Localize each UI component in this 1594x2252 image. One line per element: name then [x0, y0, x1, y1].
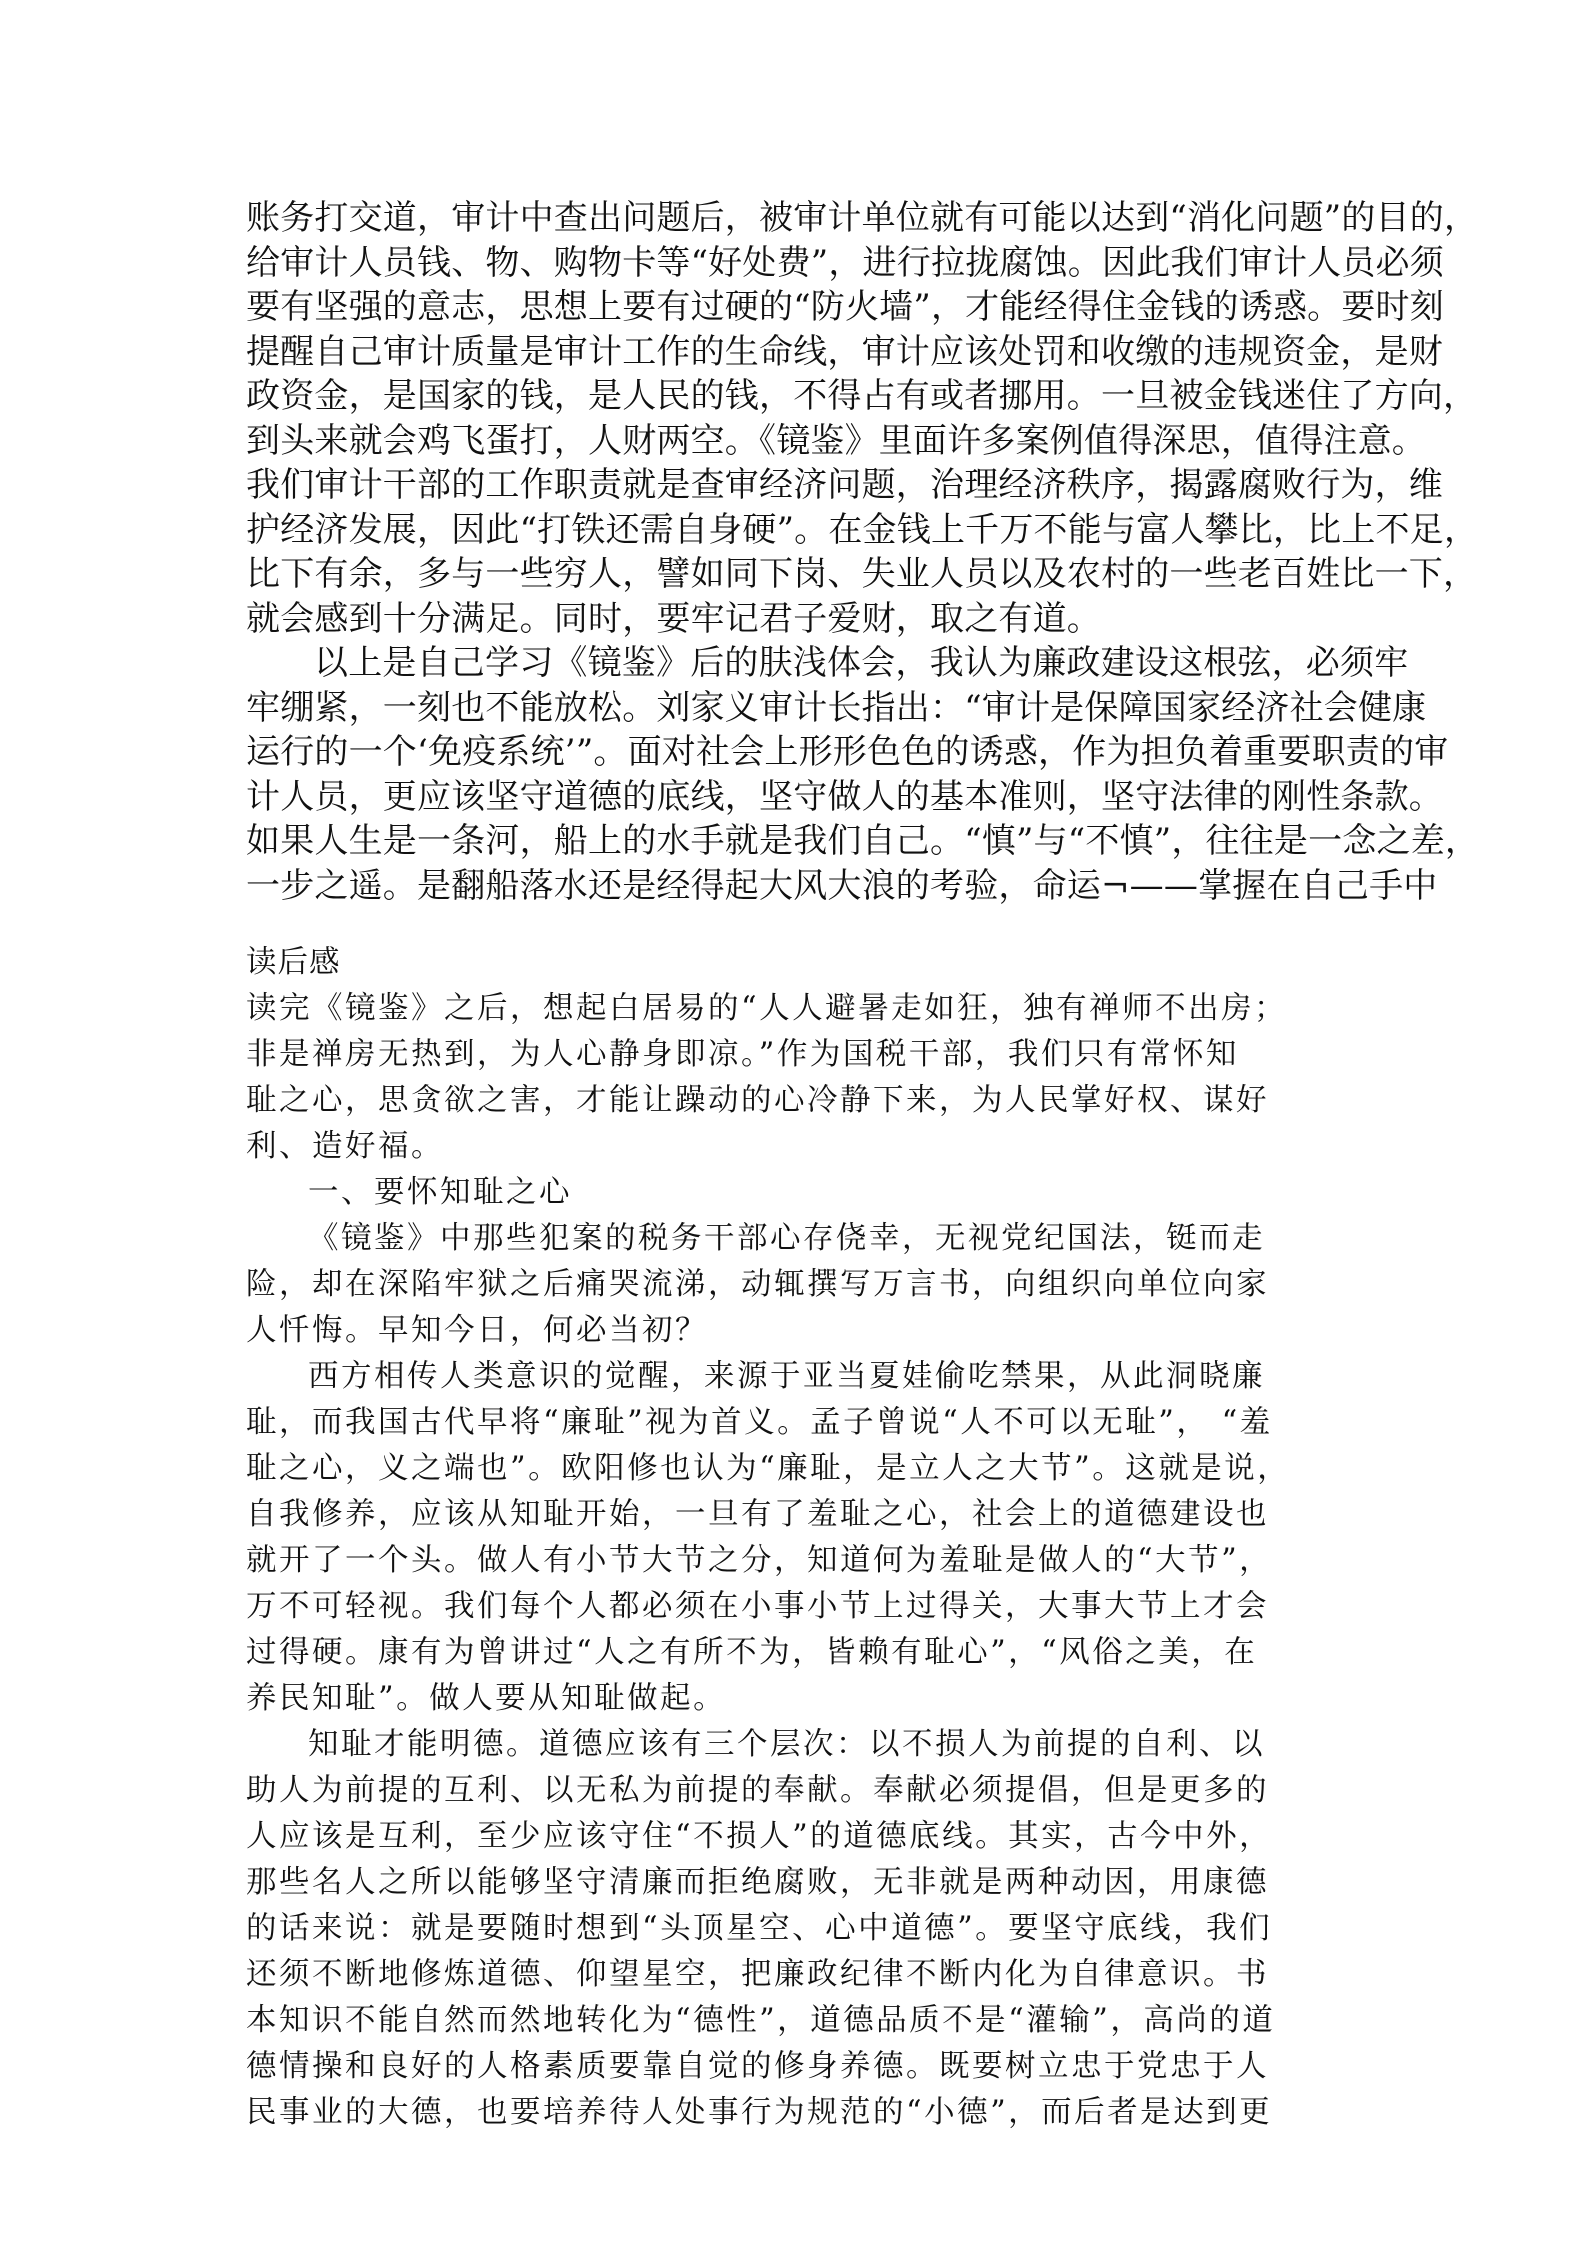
- text-line: 本知识不能自然而然地转化为“德性”，道德品质不是“灌输”，高尚的道: [246, 2003, 1276, 2038]
- text-line: 要有坚强的意志，思想上要有过硬的“防火墙”，才能经得住金钱的诱惑。要时刻: [246, 287, 1444, 327]
- text-line: 养民知耻”。做人要从知耻做起。: [246, 1681, 727, 1716]
- paragraph-virtue: [246, 1722, 1356, 2136]
- text-line: 助人为前提的互利、以无私为前提的奉献。奉献必须提倡，但是更多的: [246, 1773, 1269, 1808]
- text-line: 耻，而我国古代早将“廉耻”视为首义。孟子曾说“人不可以无耻”， “羞: [246, 1405, 1273, 1440]
- audit-essay-section: [246, 196, 1480, 908]
- text-line: 那些名人之所以能够坚守清廉而拒绝腐败，无非就是两种动因，用康德: [246, 1865, 1269, 1900]
- intro-paragraph: [246, 986, 1356, 1170]
- text-line: 人忏悔。早知今日，何必当初？: [246, 1313, 708, 1348]
- text-line: 知耻才能明德。道德应该有三个层次：以不损人为前提的自利、以: [308, 1727, 1265, 1762]
- text-line: 耻之心，思贪欲之害，才能让躁动的心冷静下来，为人民掌好权、谋好: [246, 1083, 1269, 1118]
- text-line: 耻之心，义之端也”。欧阳修也认为“廉耻，是立人之大节”。这就是说，: [246, 1451, 1291, 1486]
- text-line: 民事业的大德，也要培养待人处事行为规范的“小德”，而后者是达到更: [246, 2095, 1273, 2130]
- text-line: 如果人生是一条河，船上的水手就是我们自己。“慎”与“不慎”，往往是一念之差，: [246, 821, 1480, 861]
- text-line: 运行的一个‘免疫系统’”。面对社会上形形色色的诱惑，作为担负着重要职责的审: [246, 732, 1449, 772]
- paragraph-1: [246, 196, 1479, 641]
- text-line: 德情操和良好的人格素质要靠自觉的修身养德。既要树立忠于党忠于人: [246, 2049, 1269, 2084]
- text-line: 我们审计干部的工作职责就是查审经济问题，治理经济秩序，揭露腐败行为，维: [246, 465, 1443, 505]
- paragraph-jingjian: [246, 1216, 1356, 1354]
- text-line: 政资金，是国家的钱，是人民的钱，不得占有或者挪用。一旦被金钱迷住了方向，: [246, 376, 1478, 416]
- text-line: 《镜鉴》中那些犯案的税务干部心存侥幸，无视党纪国法，铤而走: [308, 1221, 1265, 1256]
- text-line: 非是禅房无热到，为人心静身即凉。”作为国税干部，我们只有常怀知: [246, 1037, 1239, 1072]
- text-line: 万不可轻视。我们每个人都必须在小事小节上过得关，大事大节上才会: [246, 1589, 1269, 1624]
- text-line: 的话来说：就是要随时想到“头顶星空、心中道德”。要坚守底线，我们: [246, 1911, 1273, 1946]
- paragraph-2: [246, 641, 1480, 908]
- text-line: 计人员，更应该坚守道德的底线，坚守做人的基本准则，坚守法律的刚性条款。: [246, 776, 1443, 817]
- text-line: 给审计人员钱、物、购物卡等“好处费”，进行拉拢腐蚀。因此我们审计人员必须: [246, 242, 1444, 283]
- subsection-heading: 一、要怀知耻之心: [308, 1175, 572, 1210]
- text-line: 过得硬。康有为曾讲过“人之有所不为，皆赖有耻心”，“风俗之美，在: [246, 1635, 1258, 1670]
- text-line: 利、造好福。: [246, 1129, 444, 1164]
- text-line: 读完《镜鉴》之后，想起白居易的“人人避暑走如狂，独有禅师不出房；: [246, 991, 1288, 1026]
- text-line: 人应该是互利，至少应该守住“不损人”的道德底线。其实，古今中外，: [246, 1819, 1273, 1854]
- text-line: 到头来就会鸡飞蛋打，人财两空。《镜鉴》里面许多案例值得深思，值得注意。: [246, 420, 1426, 461]
- text-line: 就开了一个头。做人有小节大节之分，知道何为羞耻是做人的“大节”，: [246, 1543, 1273, 1578]
- text-line: 西方相传人类意识的觉醒，来源于亚当夏娃偷吃禁果，从此洞晓廉: [308, 1359, 1265, 1394]
- text-line: 一步之遥。是翻船落水还是经得起大风大浪的考验，命运¬——掌握在自己手中: [246, 865, 1438, 906]
- text-line: 就会感到十分满足。同时，要牢记君子爱财，取之有道。: [246, 598, 1101, 639]
- paragraph-shame: [246, 1354, 1356, 1722]
- text-line: 牢绷紧，一刻也不能放松。刘家义审计长指出：“审计是保障国家经济社会健康: [246, 687, 1427, 728]
- text-line: 护经济发展，因此“打铁还需自身硬”。在金钱上千万不能与富人攀比，比上不足，: [246, 509, 1479, 550]
- text-line: 提醒自己审计质量是审计工作的生命线，审计应该处罚和收缴的违规资金，是财: [246, 331, 1443, 372]
- text-line: 还须不断地修炼道德、仰望星空，把廉政纪律不断内化为自律意识。书: [246, 1957, 1269, 1992]
- text-line: 险，却在深陷牢狱之后痛哭流涕，动辄撰写万言书，向组织向单位向家: [246, 1267, 1269, 1302]
- section-title: 读后感: [246, 945, 341, 980]
- text-line: 自我修养，应该从知耻开始，一旦有了羞耻之心，社会上的道德建设也: [246, 1497, 1269, 1532]
- text-line: 账务打交道，审计中查出问题后，被审计单位就有可能以达到“消化问题”的目的，: [246, 198, 1479, 238]
- text-line: 比下有余，多与一些穷人，譬如同下岗、失业人员以及农村的一些老百姓比一下，: [246, 554, 1478, 594]
- reading-reflection-section: [246, 940, 1356, 2136]
- text-line: 以上是自己学习《镜鉴》后的肤浅体会，我认为廉政建设这根弦，必须牢: [314, 643, 1409, 683]
